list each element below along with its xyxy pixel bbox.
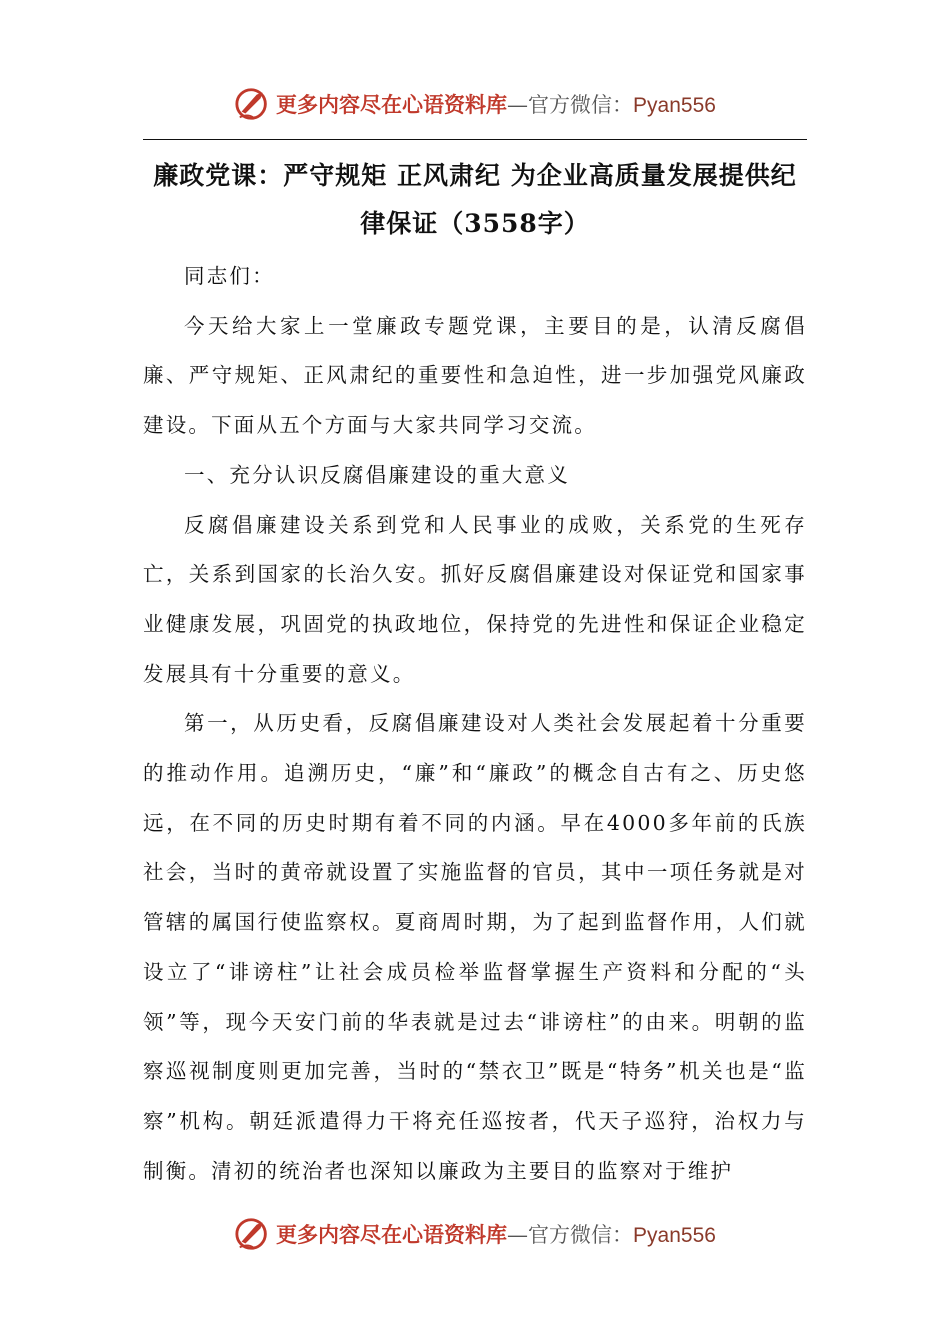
header-banner bbox=[0, 82, 950, 126]
banner-dash: — bbox=[507, 93, 529, 117]
section-heading: 一、充分认识反腐倡廉建设的重大意义 bbox=[184, 462, 570, 487]
banner-dash: — bbox=[507, 1223, 529, 1247]
pen-logo-icon bbox=[234, 1215, 272, 1253]
salutation: 同志们： bbox=[184, 264, 275, 288]
paragraph-intro: 今天给大家上一堂廉政专题党课，主要目的是，认清反腐倡廉、严守规矩、正风肃纪的重要性和急迫性，进一步加强党风廉政建设。下面从五个方面与大家共同学习交流。 bbox=[143, 313, 807, 438]
banner-wechat-id: Pyan556 bbox=[633, 1224, 716, 1247]
paragraph: 反腐倡廉建设关系到党和人民事业的成败，关系党的生死存亡，关系到国家的长治久安。抓好反腐倡廉建设对保证党和国家事业健康发展，巩固党的执政地位，保持党的先进性和保证企业稳定发展具有十分重要的意义。 bbox=[143, 512, 807, 686]
banner-text bbox=[276, 1219, 716, 1249]
pen-logo-icon bbox=[234, 85, 272, 123]
header-rule bbox=[143, 139, 807, 140]
banner-wechat-id: Pyan556 bbox=[633, 94, 716, 117]
footer-banner bbox=[0, 1212, 950, 1256]
banner-prefix: 更多内容尽在心语资料库 bbox=[276, 1222, 508, 1247]
banner-text bbox=[276, 89, 716, 119]
banner-official-label: 官方微信： bbox=[528, 1223, 634, 1247]
doc-title-line2: 律保证（3558字） bbox=[360, 209, 590, 238]
banner-prefix: 更多内容尽在心语资料库 bbox=[276, 92, 508, 117]
banner-official-label: 官方微信： bbox=[528, 93, 634, 117]
doc-title-line1: 廉政党课：严守规矩 正风肃纪 为企业高质量发展提供纪 bbox=[153, 161, 797, 190]
paragraph: 第一，从历史看，反腐倡廉建设对人类社会发展起着十分重要的推动作用。追溯历史，“廉”和“廉政”的概念自古有之、历史悠远，在不同的历史时期有着不同的内涵。早在4000多年前的氏族社会，当时的黄帝就设置了实施监督的官员，其中一项任务就是对管辖的属国行使监察权。夏商周时期，为了起到监督作用，人们就设立了“诽谤柱”让社会成员检举监督掌握生产资料和分配的“头领”等，现今天安门前的华表就是过去“诽谤柱”的由来。明朝的监察巡视制度则更加完善，当时的“禁衣卫”既是“特务”机关也是“监察”机构。朝廷派遣得力干将充任巡按者，代天子巡狩，治权力与制衡。清初的统治者也深知以廉政为主要目的监察对于维护 bbox=[143, 711, 807, 1183]
doc-body bbox=[143, 252, 807, 1196]
